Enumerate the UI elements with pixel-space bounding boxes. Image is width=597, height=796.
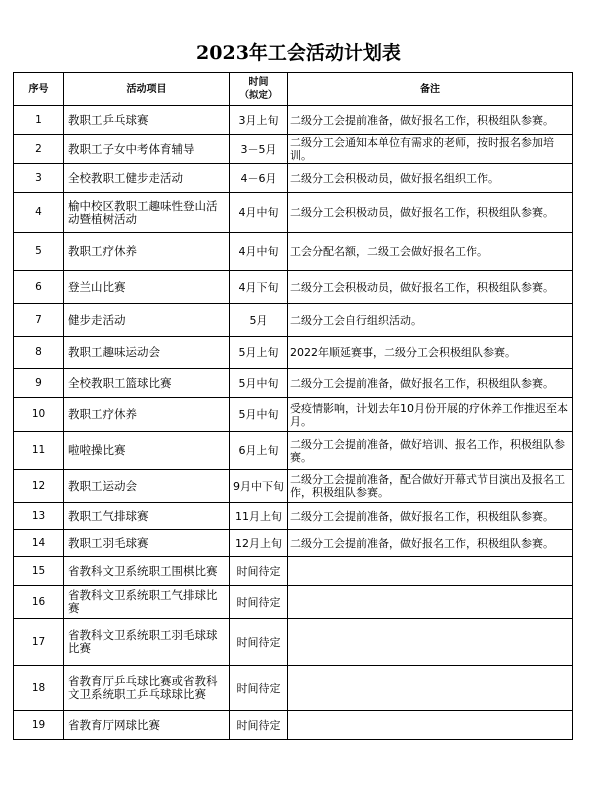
activity-time: 5月中旬 — [230, 398, 288, 432]
row-number: 17 — [14, 619, 64, 666]
activity-time: 5月 — [230, 304, 288, 337]
activity-note: 二级分工会自行组织活动。 — [288, 304, 573, 337]
table-row — [14, 164, 573, 193]
activity-time: 时间待定 — [230, 711, 288, 740]
activity-name: 健步走活动 — [64, 304, 230, 337]
activity-note: 二级分工会提前准备，做好报名工作，积极组队参赛。 — [288, 503, 573, 530]
table-row — [14, 470, 573, 503]
table-row — [14, 711, 573, 740]
activity-note: 二级分工会积极动员，做好报名工作，积极组队参赛。 — [288, 271, 573, 304]
activity-name: 省教科文卫系统职工气排球比赛 — [64, 586, 230, 619]
table-row — [14, 530, 573, 557]
table-row — [14, 271, 573, 304]
row-number: 15 — [14, 557, 64, 586]
row-number: 12 — [14, 470, 64, 503]
activity-name: 登兰山比赛 — [64, 271, 230, 304]
activity-time: 5月上旬 — [230, 337, 288, 369]
table-row — [14, 619, 573, 666]
activity-name: 教职工子女中考体育辅导 — [64, 135, 230, 164]
activity-name: 教职工气排球赛 — [64, 503, 230, 530]
header-no: 序号 — [14, 73, 64, 106]
row-number: 11 — [14, 432, 64, 470]
activity-note: 二级分工会积极动员，做好报名组织工作。 — [288, 164, 573, 193]
row-number: 16 — [14, 586, 64, 619]
activity-note: 二级分工会提前准备，做好报名工作，积极组队参赛。 — [288, 530, 573, 557]
activity-note: 二级分工会通知本单位有需求的老师，按时报名参加培训。 — [288, 135, 573, 164]
activity-note: 二级分工会提前准备，做好培训、报名工作，积极组队参赛。 — [288, 432, 573, 470]
activity-name: 省教育厅乒乓球比赛或省教科文卫系统职工乒乓球球比赛 — [64, 666, 230, 711]
activity-name: 教职工疗休养 — [64, 233, 230, 271]
header-time-label: 时间 — [248, 77, 269, 88]
activity-plan-table — [13, 72, 573, 740]
activity-note: 二级分工会提前准备，做好报名工作，积极组队参赛。 — [288, 106, 573, 135]
activity-time: 时间待定 — [230, 666, 288, 711]
page-title: 2023年工会活动计划表 — [196, 42, 401, 64]
activity-name: 教职工趣味运动会 — [64, 337, 230, 369]
table-row — [14, 557, 573, 586]
table-row — [14, 398, 573, 432]
activity-time: 4月中旬 — [230, 233, 288, 271]
activity-note: 2022年顺延赛事，二级分工会积极组队参赛。 — [288, 337, 573, 369]
activity-note — [288, 666, 573, 711]
table-row — [14, 369, 573, 398]
activity-name: 教职工疗休养 — [64, 398, 230, 432]
activity-note — [288, 619, 573, 666]
header-time-note: （拟定） — [239, 90, 278, 101]
activity-time: 时间待定 — [230, 586, 288, 619]
activity-time: 时间待定 — [230, 619, 288, 666]
activity-time: 时间待定 — [230, 557, 288, 586]
activity-note: 工会分配名额，二级工会做好报名工作。 — [288, 233, 573, 271]
activity-name: 教职工羽毛球赛 — [64, 530, 230, 557]
activity-time: 3－5月 — [230, 135, 288, 164]
header-time — [230, 73, 288, 106]
activity-time: 3月上旬 — [230, 106, 288, 135]
table-row — [14, 337, 573, 369]
activity-note: 二级分工会积极动员，做好报名工作，积极组队参赛。 — [288, 193, 573, 233]
row-number: 10 — [14, 398, 64, 432]
row-number: 5 — [14, 233, 64, 271]
activity-note: 受疫情影响，计划去年10月份开展的疗休养工作推迟至本月。 — [288, 398, 573, 432]
table-row — [14, 503, 573, 530]
table-row — [14, 193, 573, 233]
activity-name: 全校教职工篮球比赛 — [64, 369, 230, 398]
row-number: 14 — [14, 530, 64, 557]
activity-time: 9月中下旬 — [230, 470, 288, 503]
header-activity: 活动项目 — [64, 73, 230, 106]
table-row — [14, 666, 573, 711]
activity-note — [288, 557, 573, 586]
table-row — [14, 586, 573, 619]
activity-name: 榆中校区教职工趣味性登山活动暨植树活动 — [64, 193, 230, 233]
table-row — [14, 432, 573, 470]
row-number: 18 — [14, 666, 64, 711]
activity-note: 二级分工会提前准备，做好报名工作，积极组队参赛。 — [288, 369, 573, 398]
activity-time: 11月上旬 — [230, 503, 288, 530]
activity-time: 12月上旬 — [230, 530, 288, 557]
activity-note: 二级分工会提前准备，配合做好开幕式节目演出及报名工作，积极组队参赛。 — [288, 470, 573, 503]
row-number: 4 — [14, 193, 64, 233]
row-number: 19 — [14, 711, 64, 740]
activity-time: 4－6月 — [230, 164, 288, 193]
activity-name: 省教科文卫系统职工羽毛球球比赛 — [64, 619, 230, 666]
activity-name: 教职工运动会 — [64, 470, 230, 503]
table-row — [14, 135, 573, 164]
row-number: 6 — [14, 271, 64, 304]
activity-note — [288, 711, 573, 740]
activity-time: 4月下旬 — [230, 271, 288, 304]
row-number: 1 — [14, 106, 64, 135]
activity-name: 省教科文卫系统职工围棋比赛 — [64, 557, 230, 586]
table-row — [14, 233, 573, 271]
activity-note — [288, 586, 573, 619]
table-row — [14, 304, 573, 337]
activity-time: 5月中旬 — [230, 369, 288, 398]
activity-name: 教职工乒乓球赛 — [64, 106, 230, 135]
header-note: 备注 — [288, 73, 573, 106]
row-number: 13 — [14, 503, 64, 530]
row-number: 8 — [14, 337, 64, 369]
activity-name: 全校教职工健步走活动 — [64, 164, 230, 193]
activity-name: 省教育厅网球比赛 — [64, 711, 230, 740]
row-number: 3 — [14, 164, 64, 193]
activity-time: 6月上旬 — [230, 432, 288, 470]
table-row — [14, 106, 573, 135]
activity-name: 啦啦操比赛 — [64, 432, 230, 470]
row-number: 2 — [14, 135, 64, 164]
header-row — [14, 73, 573, 106]
row-number: 9 — [14, 369, 64, 398]
activity-time: 4月中旬 — [230, 193, 288, 233]
row-number: 7 — [14, 304, 64, 337]
